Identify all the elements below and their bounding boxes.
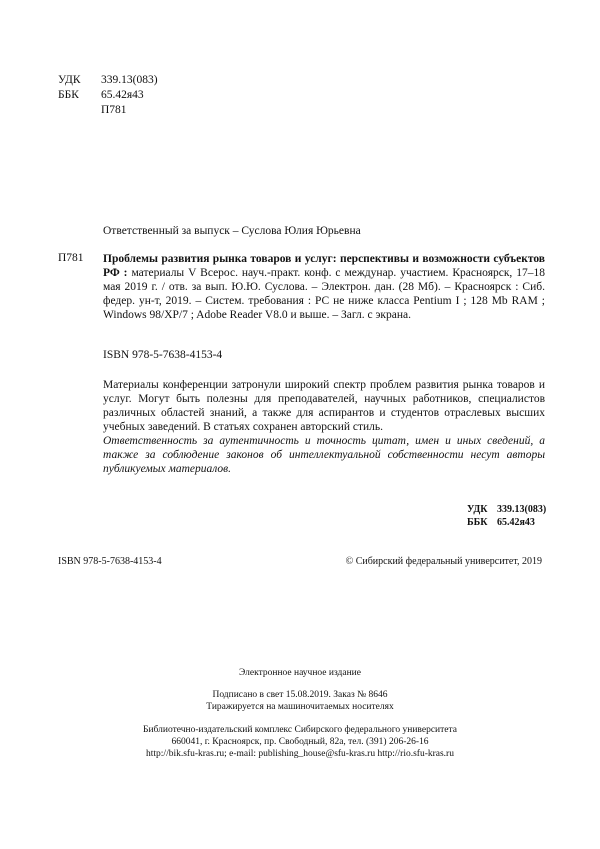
author-mark-row — [58, 103, 158, 118]
publisher-links: http://bik.sfu-kras.ru; e-mail: publishing_house@sfu-kras.ru http://rio.sfu-kras.ru — [146, 749, 454, 759]
footer-bbk-label: ББК — [467, 517, 488, 528]
isbn-footer: ISBN 978-5-7638-4153-4 — [58, 556, 162, 567]
footer-udk-label: УДК — [467, 504, 488, 515]
copyright: © Сибирский федеральный университет, 2019 — [345, 556, 542, 567]
bibliographic-record — [103, 252, 545, 322]
bbk-value: 65.42я43 — [101, 89, 144, 101]
footer-bbk-row — [467, 516, 546, 529]
bib-title: Проблемы развития рынка товаров и услуг: перспективы и возможности субъектов РФ : — [103, 253, 545, 279]
publisher-address: 660041, г. Красноярск, пр. Свободный, 82а, тел. (391) 206-26-16 — [171, 737, 429, 747]
imprint — [0, 689, 600, 713]
publisher-name: Библиотечно-издательский комплекс Сибирского федерального университета — [143, 725, 457, 735]
annotation — [103, 378, 545, 476]
edition-type: Электронное научное издание — [239, 668, 361, 678]
signed-line: Подписано в свет 15.08.2019. Заказ № 8646 — [212, 690, 388, 700]
annotation-text: Материалы конференции затронули широкий спектр проблем развития рынка товаров и услуг. Могут быть полезны для преподавателей, научных работников, специалистов различных областей знаний, а также для аспирантов и студентов отраслевых высших учебных заведений. В статьях сохранен авторский стиль. — [103, 379, 545, 433]
responsible-line: Ответственный за выпуск – Суслова Юлия Юрьевна — [103, 225, 361, 237]
header-codes — [58, 73, 158, 118]
udk-value: 339.13(083) — [101, 74, 158, 86]
footer-codes — [467, 503, 546, 529]
bib-code: П781 — [58, 252, 84, 264]
bib-details: материалы V Всерос. науч.-практ. конф. с междунар. участием. Красноярск, 17–18 мая 2019 г. / отв. за вып. Ю.Ю. Суслова. – Электрон. дан. (28 Мб). – Красноярск : Сиб. федер. ун-т, 2019. – Систем. требования : PC не ниже класса Pentium I ; 128 Mb RAM ; Windows 98/XP/7 ; Adobe Reader V8.0 и выше. – Загл. с экрана. — [103, 267, 546, 321]
author-mark-value: П781 — [101, 104, 127, 116]
annotation-disclaimer: Ответственность за аутентичность и точность цитат, имен и иных сведений, а также за соблюдение законов об интеллектуальной собственности несут авторы публикуемых материалов. — [103, 435, 545, 475]
bbk-label: ББК — [58, 89, 79, 101]
publisher-block — [0, 724, 600, 760]
footer-bbk-value: 65.42я43 — [497, 517, 535, 528]
udk-row — [58, 73, 158, 88]
udk-label: УДК — [58, 74, 81, 86]
isbn: ISBN 978-5-7638-4153-4 — [103, 349, 223, 361]
footer-udk-row — [467, 503, 546, 516]
footer-udk-value: 339.13(083) — [497, 504, 547, 515]
replicated-line: Тиражируется на машиночитаемых носителях — [206, 702, 394, 712]
bbk-row — [58, 88, 158, 103]
